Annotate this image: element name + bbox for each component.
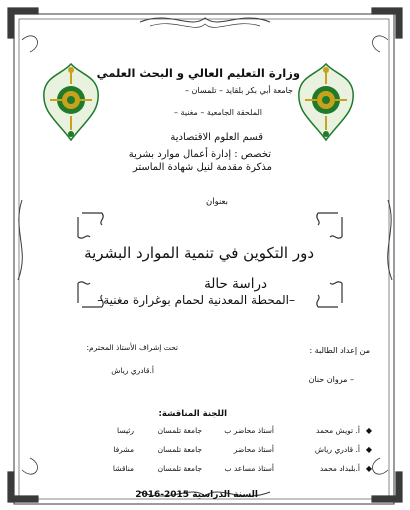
specialization: تخصص : إدارة أعمال موارد بشرية (128, 149, 271, 160)
prepared-by-label: من إعداد الطالبة : (309, 346, 370, 355)
diamond-bullet-icon: ◆ (365, 445, 372, 454)
department-name: قسم العلوم الاقتصادية (170, 132, 263, 143)
university-emblem-icon (297, 62, 355, 142)
member-rank: أستاذ محاضر (233, 445, 274, 454)
supervisor-name: أ.قادري رياش (111, 366, 154, 375)
member-institution: جامعة تلمسان (157, 464, 202, 473)
member-role: مشرفا (113, 445, 134, 454)
thesis-title: دور التكوين في تنمية الموارد البشرية (84, 244, 314, 262)
committee-title: اللجنة المناقشة: (158, 409, 227, 419)
member-institution: جامعة تلمسان (157, 445, 202, 454)
committee-row (38, 445, 372, 457)
member-role: رئيسا (117, 426, 134, 435)
member-rank: أستاذ مساعد ب (224, 464, 274, 473)
titled-label: بعنوان (205, 197, 228, 207)
university-name: جامعة أبي بكر بلقايد – تلمسان – (185, 86, 293, 95)
annex-name: الملحقة الجامعية – مغنية – (174, 108, 262, 117)
member-institution: جامعة تلمسان (157, 426, 202, 435)
university-emblem-icon (42, 62, 100, 142)
case-study-label: دراسة حالة (204, 276, 267, 292)
member-role: مناقشا (112, 464, 134, 473)
diamond-bullet-icon: ◆ (365, 426, 372, 435)
supervisor-label: تحت إشراف الأستاذ المحترم: (86, 343, 178, 352)
ministry-name: وزارة التعليم العالي و البحث العلمي (96, 66, 300, 80)
student-name: – مروان حنان (308, 375, 354, 384)
diamond-bullet-icon: ◆ (365, 464, 372, 473)
member-name: أ. قادري رياش (314, 445, 360, 454)
member-name: أ. تويش محمد (316, 426, 360, 435)
member-name: أ.بلبداد محمد (319, 464, 360, 473)
committee-row (38, 464, 372, 476)
academic-year: السنة الدراسية 2015-2016 (135, 490, 258, 500)
committee-row (38, 426, 372, 438)
case-study-subject: –المحطة المعدنية لحمام بوغرارة مغنية– (97, 293, 295, 307)
memo-description: مذكرة مقدمة لنيل شهادة الماستر (132, 162, 272, 173)
member-rank: أستاذ محاضر ب (224, 426, 274, 435)
